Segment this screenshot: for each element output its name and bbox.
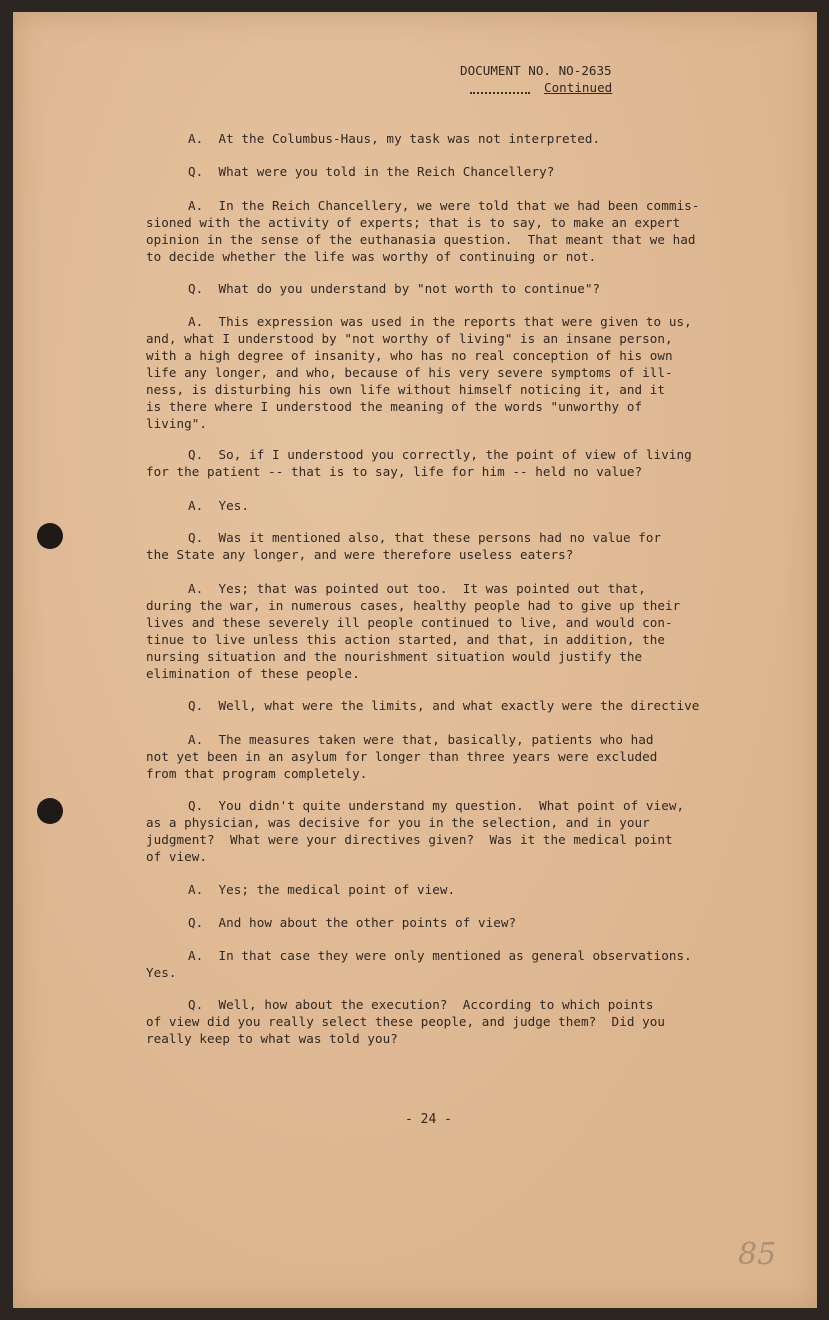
para-line: A. In the Reich Chancellery, we were told that we had been commis- (188, 198, 700, 213)
para-line: to decide whether the life was worthy of continuing or not. (146, 249, 597, 264)
para-line: for the patient -- that is to say, life for him -- held no value? (146, 464, 643, 479)
para-line: A. In that case they were only mentioned as general observations. (188, 948, 692, 963)
para-line: A. The measures taken were that, basically, patients who had (188, 732, 654, 747)
para-line: and, what I understood by "not worthy of living" is an insane person, (146, 331, 673, 346)
para-line: Q. Was it mentioned also, that these persons had no value for (188, 530, 662, 545)
page-number: - 24 - (405, 1112, 452, 1127)
punch-hole-bottom (37, 798, 63, 824)
para-line: life any longer, and who, because of his very severe symptoms of ill- (146, 365, 673, 380)
para-line: judgment? What were your directives given? Was it the medical point (146, 832, 673, 847)
header-rule (470, 92, 530, 94)
para-line: Q. What were you told in the Reich Chancellery? (188, 164, 555, 179)
para-line: living". (146, 416, 208, 431)
para-line: from that program completely. (146, 766, 368, 781)
para-line: as a physician, was decisive for you in the selection, and in your (146, 815, 650, 830)
para-line: really keep to what was told you? (146, 1031, 398, 1046)
handwritten-page-number: 85 (738, 1237, 777, 1272)
para-line: during the war, in numerous cases, healthy people had to give up their (146, 598, 681, 613)
punch-hole-top (37, 523, 63, 549)
para-line: not yet been in an asylum for longer than three years were excluded (146, 749, 658, 764)
para-line: Q. Well, what were the limits, and what exactly were the directive (188, 698, 700, 713)
para-line: Q. What do you understand by "not worth to continue"? (188, 281, 601, 296)
para-line: tinue to live unless this action started, and that, in addition, the (146, 632, 665, 647)
para-line: A. Yes; that was pointed out too. It was pointed out that, (188, 581, 646, 596)
document-number: DOCUMENT NO. NO-2635 (460, 63, 612, 78)
para-line: Yes. (146, 965, 177, 980)
para-line: Q. You didn't quite understand my question. What point of view, (188, 798, 685, 813)
para-line: ness, is disturbing his own life without himself noticing it, and it (146, 382, 665, 397)
para-line: of view. (146, 849, 208, 864)
para-line: A. This expression was used in the reports that were given to us, (188, 314, 692, 329)
para-line: of view did you really select these people, and judge them? Did you (146, 1014, 665, 1029)
para-line: the State any longer, and were therefore useless eaters? (146, 547, 574, 562)
para-line: Q. Well, how about the execution? According to which points (188, 997, 654, 1012)
para-line: Q. So, if I understood you correctly, the point of view of living (188, 447, 692, 462)
para-line: A. At the Columbus-Haus, my task was not interpreted. (188, 131, 601, 146)
para-line: nursing situation and the nourishment situation would justify the (146, 649, 643, 664)
para-line: A. Yes; the medical point of view. (188, 882, 456, 897)
para-line: A. Yes. (188, 498, 250, 513)
para-line: is there where I understood the meaning of the words "unworthy of (146, 399, 643, 414)
continued-label: Continued (544, 80, 613, 95)
para-line: with a high degree of insanity, who has no real conception of his own (146, 348, 673, 363)
para-line: elimination of these people. (146, 666, 360, 681)
para-line: Q. And how about the other points of view? (188, 915, 517, 930)
para-line: lives and these severely ill people continued to live, and would con- (146, 615, 673, 630)
para-line: sioned with the activity of experts; that is to say, to make an expert (146, 215, 681, 230)
para-line: opinion in the sense of the euthanasia question. That meant that we had (146, 232, 696, 247)
